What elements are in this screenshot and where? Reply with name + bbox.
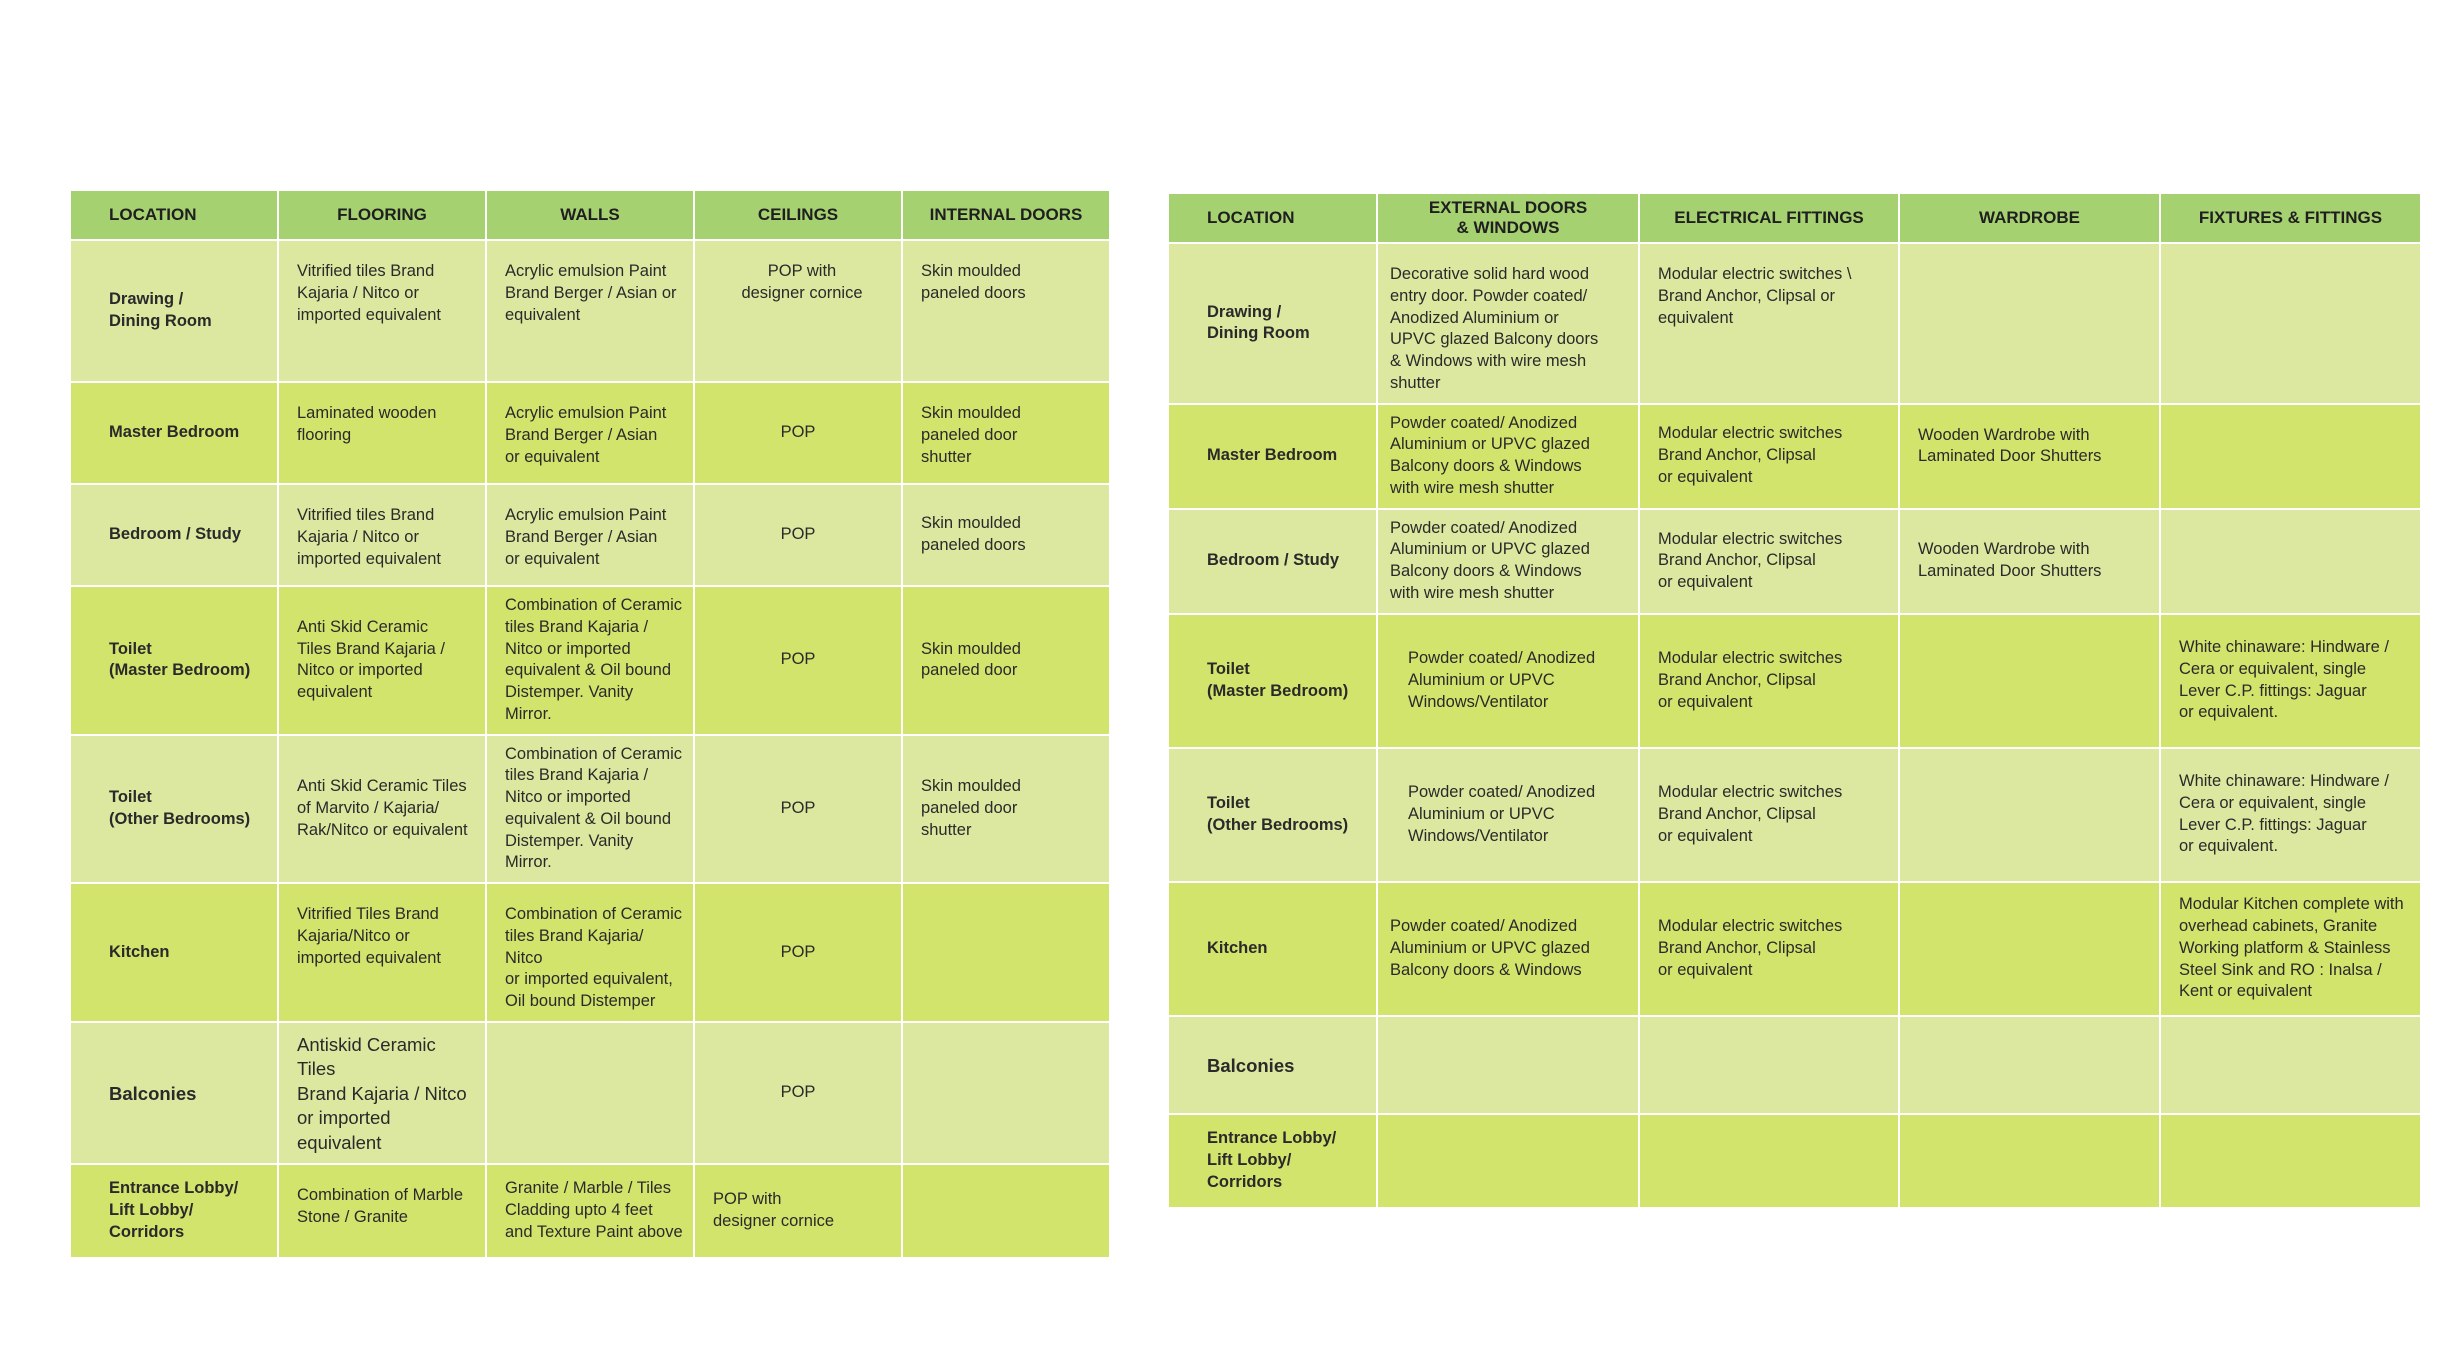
wardrobe-cell (1899, 1114, 2160, 1208)
col-header-walls: WALLS (486, 190, 694, 240)
location-cell: Toilet (Other Bedrooms) (1168, 748, 1377, 882)
electrical-cell: Modular electric switches Brand Anchor, Clipsal or equivalent (1639, 882, 1899, 1016)
flooring-cell: Vitrified Tiles Brand Kajaria/Nitco or imported equivalent (278, 883, 486, 1022)
flooring-cell: Combination of Marble Stone / Granite (278, 1164, 486, 1258)
internal-doors-cell: Skin moulded paneled doors (902, 484, 1110, 586)
location-cell: Toilet (Master Bedroom) (1168, 614, 1377, 748)
col-header-fixtures-fittings: FIXTURES & FITTINGS (2160, 193, 2421, 243)
walls-cell (486, 1022, 694, 1164)
location-cell: Balconies (1168, 1016, 1377, 1114)
external-doors-cell: Powder coated/ Anodized Aluminium or UPVC glazed Balcony doors & Windows with wire mesh shutter (1377, 509, 1639, 614)
internal-doors-cell (902, 1164, 1110, 1258)
walls-cell: Acrylic emulsion Paint Brand Berger / Asian or equivalent (486, 484, 694, 586)
table-header-row (70, 190, 1110, 240)
location-cell: Balconies (70, 1022, 278, 1164)
external-doors-cell: Powder coated/ Anodized Aluminium or UPVC Windows/Ventilator (1377, 614, 1639, 748)
fixtures-cell: White chinaware: Hindware / Cera or equivalent, single Lever C.P. fittings: Jaguar or equivalent. (2160, 748, 2421, 882)
table-row (1168, 748, 2421, 882)
table-row (70, 735, 1110, 884)
electrical-cell (1639, 1114, 1899, 1208)
col-header-external-doors-windows: EXTERNAL DOORS & WINDOWS (1377, 193, 1639, 243)
wardrobe-cell: Wooden Wardrobe with Laminated Door Shutters (1899, 404, 2160, 509)
table-header-row (1168, 193, 2421, 243)
external-doors-cell: Powder coated/ Anodized Aluminium or UPVC Windows/Ventilator (1377, 748, 1639, 882)
fixtures-cell (2160, 243, 2421, 404)
ceilings-cell: POP (694, 586, 902, 735)
internal-doors-cell: Skin moulded paneled door shutter (902, 382, 1110, 484)
walls-cell: Granite / Marble / Tiles Cladding upto 4 feet and Texture Paint above (486, 1164, 694, 1258)
location-cell: Toilet (Master Bedroom) (70, 586, 278, 735)
internal-doors-cell (902, 883, 1110, 1022)
internal-doors-cell: Skin moulded paneled doors (902, 240, 1110, 382)
wardrobe-cell: Wooden Wardrobe with Laminated Door Shutters (1899, 509, 2160, 614)
location-cell: Master Bedroom (70, 382, 278, 484)
flooring-cell: Laminated wooden flooring (278, 382, 486, 484)
table-row (1168, 1016, 2421, 1114)
flooring-cell: Anti Skid Ceramic Tiles of Marvito / Kajaria/ Rak/Nitco or equivalent (278, 735, 486, 884)
table-row (70, 883, 1110, 1022)
wardrobe-cell (1899, 614, 2160, 748)
table-row (70, 240, 1110, 382)
electrical-cell: Modular electric switches \ Brand Anchor, Clipsal or equivalent (1639, 243, 1899, 404)
table-row (1168, 404, 2421, 509)
location-cell: Drawing / Dining Room (1168, 243, 1377, 404)
wardrobe-cell (1899, 748, 2160, 882)
fixtures-cell: White chinaware: Hindware / Cera or equivalent, single Lever C.P. fittings: Jaguar or equivalent. (2160, 614, 2421, 748)
col-header-wardrobe: WARDROBE (1899, 193, 2160, 243)
ceilings-cell: POP with designer cornice (694, 240, 902, 382)
external-doors-cell (1377, 1114, 1639, 1208)
electrical-cell: Modular electric switches Brand Anchor, Clipsal or equivalent (1639, 404, 1899, 509)
location-cell: Entrance Lobby/ Lift Lobby/ Corridors (1168, 1114, 1377, 1208)
col-header-location: LOCATION (1168, 193, 1377, 243)
electrical-cell: Modular electric switches Brand Anchor, Clipsal or equivalent (1639, 748, 1899, 882)
electrical-cell: Modular electric switches Brand Anchor, Clipsal or equivalent (1639, 509, 1899, 614)
flooring-cell: Anti Skid Ceramic Tiles Brand Kajaria / Nitco or imported equivalent (278, 586, 486, 735)
ceilings-cell: POP (694, 382, 902, 484)
location-cell: Bedroom / Study (1168, 509, 1377, 614)
flooring-cell: Antiskid Ceramic Tiles Brand Kajaria / Nitco or imported equivalent (278, 1022, 486, 1164)
ceilings-cell: POP (694, 883, 902, 1022)
fixtures-cell (2160, 404, 2421, 509)
electrical-cell (1639, 1016, 1899, 1114)
ceilings-cell: POP with designer cornice (694, 1164, 902, 1258)
finishes-spec-table (69, 189, 1111, 1259)
walls-cell: Acrylic emulsion Paint Brand Berger / Asian or equivalent (486, 240, 694, 382)
table-row (1168, 882, 2421, 1016)
col-header-internal-doors: INTERNAL DOORS (902, 190, 1110, 240)
ceilings-cell: POP (694, 1022, 902, 1164)
flooring-cell: Vitrified tiles Brand Kajaria / Nitco or imported equivalent (278, 240, 486, 382)
flooring-cell: Vitrified tiles Brand Kajaria / Nitco or imported equivalent (278, 484, 486, 586)
walls-cell: Combination of Ceramic tiles Brand Kajaria/ Nitco or imported equivalent, Oil bound Distemper (486, 883, 694, 1022)
location-cell: Kitchen (1168, 882, 1377, 1016)
external-doors-cell: Powder coated/ Anodized Aluminium or UPVC glazed Balcony doors & Windows (1377, 882, 1639, 1016)
wardrobe-cell (1899, 882, 2160, 1016)
table-row (1168, 1114, 2421, 1208)
fixtures-cell (2160, 1016, 2421, 1114)
electrical-cell: Modular electric switches Brand Anchor, Clipsal or equivalent (1639, 614, 1899, 748)
walls-cell: Acrylic emulsion Paint Brand Berger / Asian or equivalent (486, 382, 694, 484)
external-doors-cell: Decorative solid hard wood entry door. Powder coated/ Anodized Aluminium or UPVC glazed Balcony doors & Windows with wire mesh shutter (1377, 243, 1639, 404)
table-row (70, 1164, 1110, 1258)
wardrobe-cell (1899, 1016, 2160, 1114)
table-row (1168, 243, 2421, 404)
external-doors-cell (1377, 1016, 1639, 1114)
table-row (70, 382, 1110, 484)
location-cell: Bedroom / Study (70, 484, 278, 586)
location-cell: Master Bedroom (1168, 404, 1377, 509)
ceilings-cell: POP (694, 735, 902, 884)
location-cell: Kitchen (70, 883, 278, 1022)
col-header-location: LOCATION (70, 190, 278, 240)
fixtures-cell (2160, 1114, 2421, 1208)
fixtures-cell (2160, 509, 2421, 614)
external-doors-cell: Powder coated/ Anodized Aluminium or UPVC glazed Balcony doors & Windows with wire mesh shutter (1377, 404, 1639, 509)
table-row (70, 586, 1110, 735)
table-row (70, 484, 1110, 586)
walls-cell: Combination of Ceramic tiles Brand Kajaria / Nitco or imported equivalent & Oil bound Distemper. Vanity Mirror. (486, 735, 694, 884)
location-cell: Entrance Lobby/ Lift Lobby/ Corridors (70, 1164, 278, 1258)
location-cell: Drawing / Dining Room (70, 240, 278, 382)
internal-doors-cell (902, 1022, 1110, 1164)
location-cell: Toilet (Other Bedrooms) (70, 735, 278, 884)
col-header-electrical-fittings: ELECTRICAL FITTINGS (1639, 193, 1899, 243)
table-row (1168, 509, 2421, 614)
internal-doors-cell: Skin moulded paneled door (902, 586, 1110, 735)
walls-cell: Combination of Ceramic tiles Brand Kajaria / Nitco or imported equivalent & Oil bound Distemper. Vanity Mirror. (486, 586, 694, 735)
table-row (1168, 614, 2421, 748)
fittings-spec-table (1167, 192, 2422, 1209)
fixtures-cell: Modular Kitchen complete with overhead cabinets, Granite Working platform & Stainless Steel Sink and RO : Inalsa / Kent or equivalent (2160, 882, 2421, 1016)
table-row (70, 1022, 1110, 1164)
wardrobe-cell (1899, 243, 2160, 404)
col-header-flooring: FLOORING (278, 190, 486, 240)
internal-doors-cell: Skin moulded paneled door shutter (902, 735, 1110, 884)
ceilings-cell: POP (694, 484, 902, 586)
col-header-ceilings: CEILINGS (694, 190, 902, 240)
